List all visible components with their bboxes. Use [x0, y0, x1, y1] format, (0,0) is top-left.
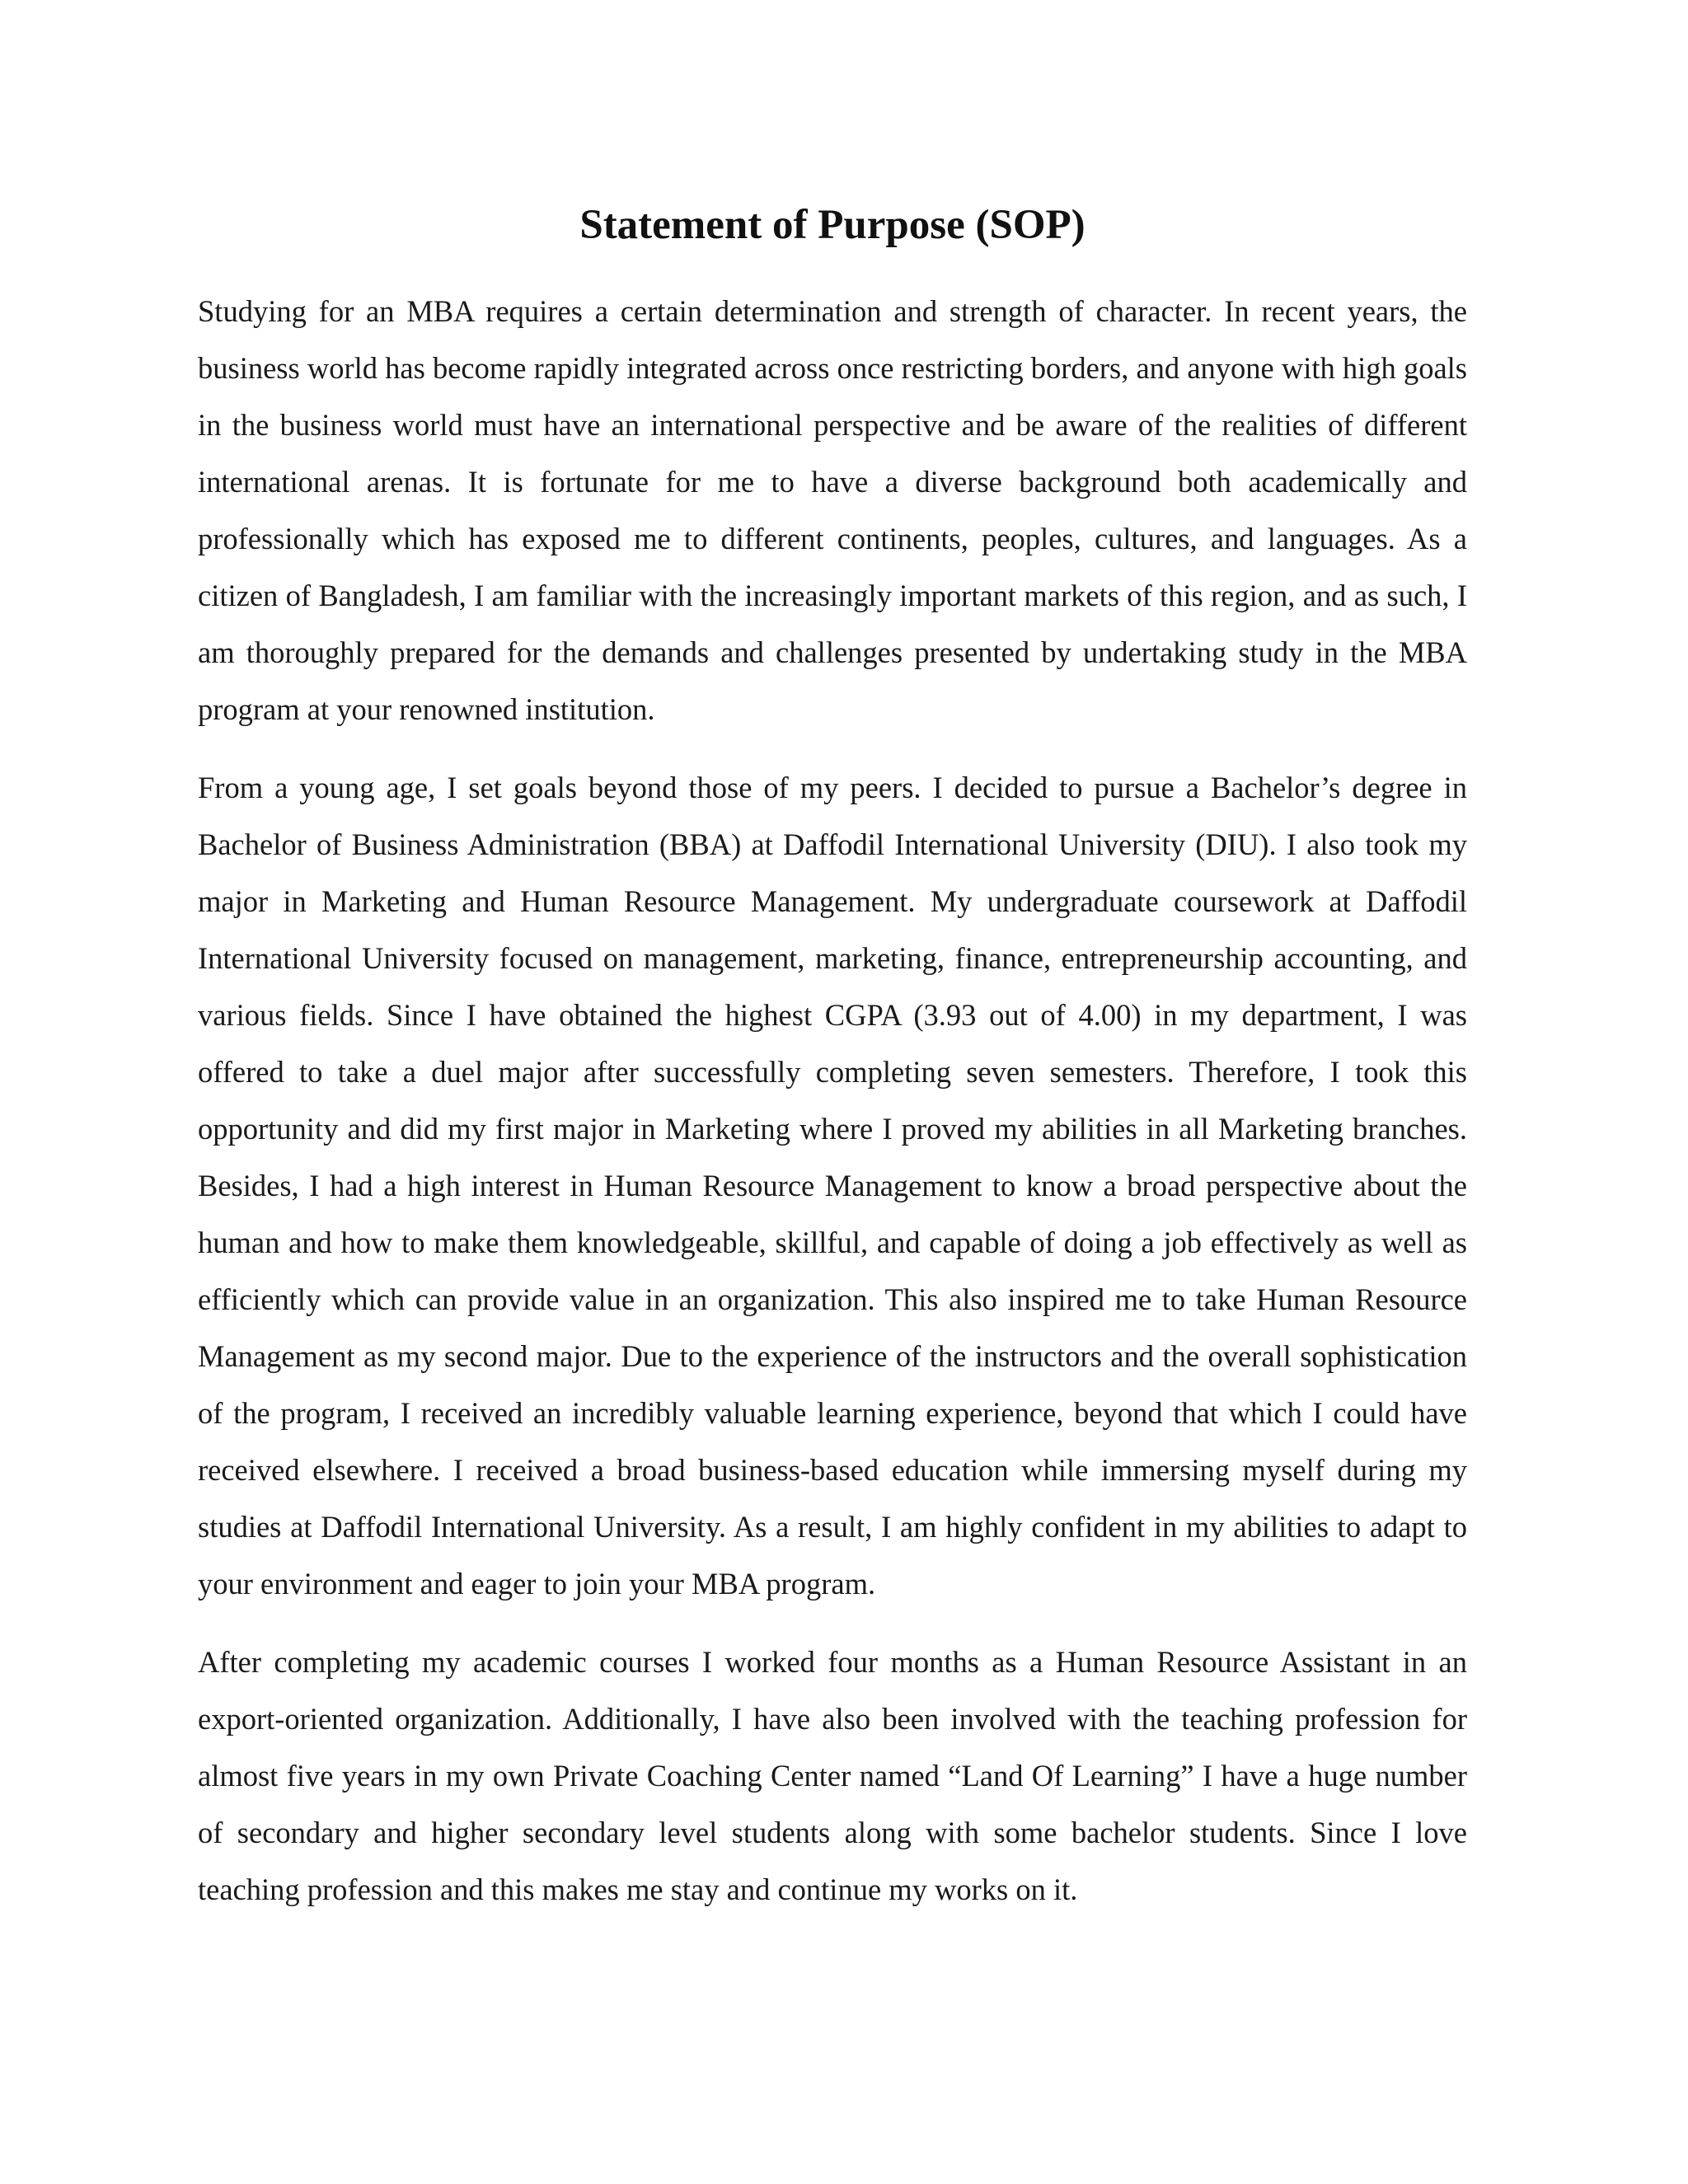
document-page	[198, 196, 1467, 1939]
page-title: Statement of Purpose (SOP)	[579, 202, 1085, 248]
paragraph-experience: After completing my academic courses I worked four months as a Human Resource Assistant in an export-oriented organization. Additionally, I have also been involved with the teaching profession for almost five years in my own Private Coaching Center named “Land Of Learning” I have a huge number of secondary and higher secondary level students along with some bachelor students. Since I love teaching profession and this makes me stay and continue my works on it.	[198, 1645, 1467, 1906]
paragraph-education: From a young age, I set goals beyond those of my peers. I decided to pursue a Bachelor’s degree in Bachelor of Business Administration (BBA) at Daffodil International University (DIU). I also took my major in Marketing and Human Resource Management. My undergraduate coursework at Daffodil International University focused on management, marketing, finance, entrepreneurship accounting, and various fields. Since I have obtained the highest CGPA (3.93 out of 4.00) in my department, I was offered to take a duel major after successfully completing seven semesters. Therefore, I took this opportunity and did my first major in Marketing where I proved my abilities in all Marketing branches. Besides, I had a high interest in Human Resource Management to know a broad perspective about the human and how to make them knowledgeable, skillful, and capable of doing a job effectively as well as efficiently which can provide value in an organization. This also inspired me to take Human Resource Management as my second major. Due to the experience of the instructors and the overall sophistication of the program, I received an incredibly valuable learning experience, beyond that which I could have received elsewhere. I received a broad business-based education while immersing myself during my studies at Daffodil International University. As a result, I am highly confident in my abilities to adapt to your environment and eager to join your MBA program.	[198, 771, 1467, 1601]
paragraph-introduction: Studying for an MBA requires a certain determination and strength of character. In recent years, the business world has become rapidly integrated across once restricting borders, and anyone with high goals in the business world must have an international perspective and be aware of the realities of different international arenas. It is fortunate for me to have a diverse background both academically and professionally which has exposed me to different continents, peoples, cultures, and languages. As a citizen of Bangladesh, I am familiar with the increasingly important markets of this region, and as such, I am thoroughly prepared for the demands and challenges presented by undertaking study in the MBA program at your renowned institution.	[198, 294, 1467, 726]
